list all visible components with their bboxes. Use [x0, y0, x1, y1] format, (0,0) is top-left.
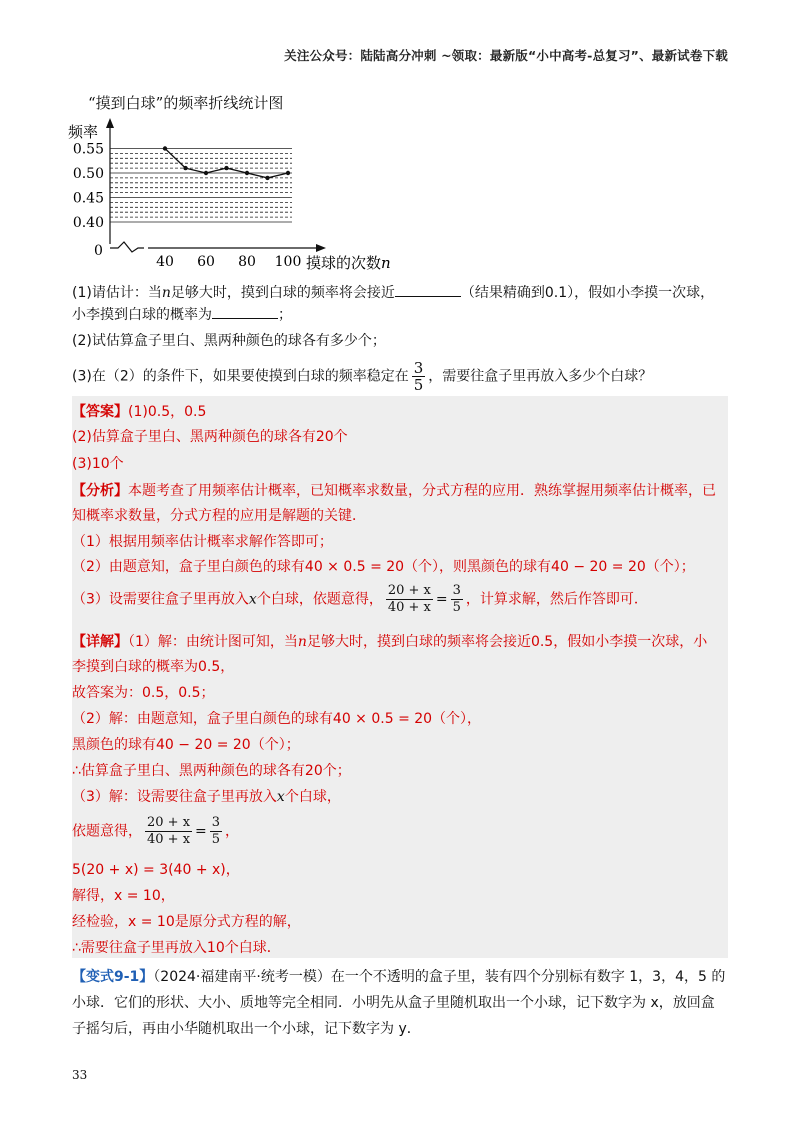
detail-line-6: ∴估算盒子里白、黑两种颜色的球各有20个；	[72, 763, 351, 779]
y-tick-label: 0.40	[72, 215, 104, 231]
detail-line-10: 解得，x = 10，	[72, 888, 175, 904]
detail-line-2: 李摸到白球的概率为0.5，	[72, 659, 235, 675]
detail-line-9: 5(20 + x) = 3(40 + x)，	[72, 862, 240, 878]
x-tick-label: 100	[274, 254, 302, 270]
variant-line-3: 子摇匀后，再由小华随机取出一个小球，记下数字为 y．	[72, 1021, 421, 1037]
analysis-line-1: 【分析】本题考查了用频率估计概率，已知概率求数量，分式方程的应用．熟练掌握用频率估计概率，已	[72, 483, 716, 499]
answer-blank-1[interactable]	[395, 282, 461, 297]
x-axis-break	[110, 242, 144, 252]
y-tick-label: 0.45	[72, 190, 104, 207]
answer-line-1: 【答案】(1)0.5，0.5	[72, 404, 207, 420]
detail-line-1: 【详解】（1）解：由统计图可知，当n足够大时，摸到白球的频率将会接近0.5，假如小李摸一次球，小	[72, 634, 708, 650]
data-point	[183, 166, 187, 170]
answer-blank-2[interactable]	[212, 304, 278, 319]
question-1-line-1: (1)请估计：当n足够大时，摸到白球的频率将会接近 （结果精确到0.1），假如小李摸一次球，	[72, 282, 728, 303]
page-number: 33	[72, 1068, 88, 1082]
question-3: (3)在（2）的条件下，如果要使摸到白球的频率稳定在 $\frac{3}{5}$ ，需要往盒子里再放入多少个白球？	[72, 359, 653, 394]
chart-svg	[60, 92, 400, 277]
variant-line-2: 小球．它们的形状、大小、质地等完全相同．小明先从盒子里随机取出一个小球，记下数字为 x，放回盒	[72, 995, 715, 1011]
x-axis-label: 摸球的次数n	[306, 254, 391, 272]
origin-label: 0	[94, 243, 103, 259]
chart-title: “摸到白球”的频率折线统计图	[88, 94, 284, 112]
y-tick-label: 0.50	[72, 166, 104, 182]
detail-line-3: 故答案为：0.5，0.5；	[72, 685, 215, 701]
data-point	[204, 171, 208, 175]
x-tick-label: 80	[238, 254, 256, 270]
analysis-line-2: 知概率求数量，分式方程的应用是解题的关键．	[72, 508, 366, 524]
x-tick-label: 60	[197, 254, 215, 270]
x-axis-arrow	[316, 244, 326, 252]
detail-line-7: （3）解：设需要往盒子里再放入x个白球，	[72, 789, 341, 805]
detail-line-5: 黑颜色的球有40 − 20 = 20（个）；	[72, 737, 300, 753]
data-point	[163, 146, 167, 150]
data-point	[245, 171, 249, 175]
answer-line-3: (3)10个	[72, 456, 124, 472]
variant-line-1: 【变式9-1】（2024·福建南平·统考一模）在一个不透明的盒子里，装有四个分别标有数字 1，3，4，5 的	[72, 969, 726, 985]
frequency-chart	[60, 92, 400, 277]
y-tick-label: 0.55	[72, 141, 104, 158]
x-tick-label: 40	[156, 254, 174, 270]
y-axis-arrow	[106, 118, 114, 128]
analysis-step-2: （2）由题意知，盒子里白颜色的球有40 × 0.5 = 20（个），则黑颜色的球有40 − 20 = 20（个）；	[72, 559, 695, 575]
analysis-step-1: （1）根据用频率估计概率求解作答即可；	[72, 534, 333, 550]
detail-line-11: 经检验，x = 10是原分式方程的解，	[72, 914, 301, 930]
question-2: (2)试估算盒子里白、黑两种颜色的球各有多少个；	[72, 333, 386, 349]
detail-line-8: 依题意得， $\frac{20 + x}{40 + x}$ = $\frac{3}{5}$ ，	[72, 815, 240, 847]
answer-line-2: (2)估算盒子里白、黑两种颜色的球各有20个	[72, 429, 348, 445]
question-1-line-2: 小李摸到白球的概率为 ；	[72, 304, 728, 325]
y-axis-label: 频率	[68, 123, 99, 141]
detail-line-4: （2）解：由题意知，盒子里白颜色的球有40 × 0.5 = 20（个），	[72, 711, 482, 727]
data-point	[286, 171, 290, 175]
page-header: 关注公众号：陆陆高分冲刺 ~领取：最新版“小中高考-总复习”、最新试卷下载	[284, 48, 728, 63]
data-point	[265, 176, 269, 180]
detail-line-12: ∴需要往盒子里再放入10个白球．	[72, 940, 281, 956]
analysis-step-3: （3）设需要往盒子里再放入x个白球，依题意得， $\frac{20 + x}{40 + x}$ = $\frac{3}{5}$ ，计算求解，然后作答即可．	[72, 583, 648, 615]
data-point	[224, 166, 228, 170]
